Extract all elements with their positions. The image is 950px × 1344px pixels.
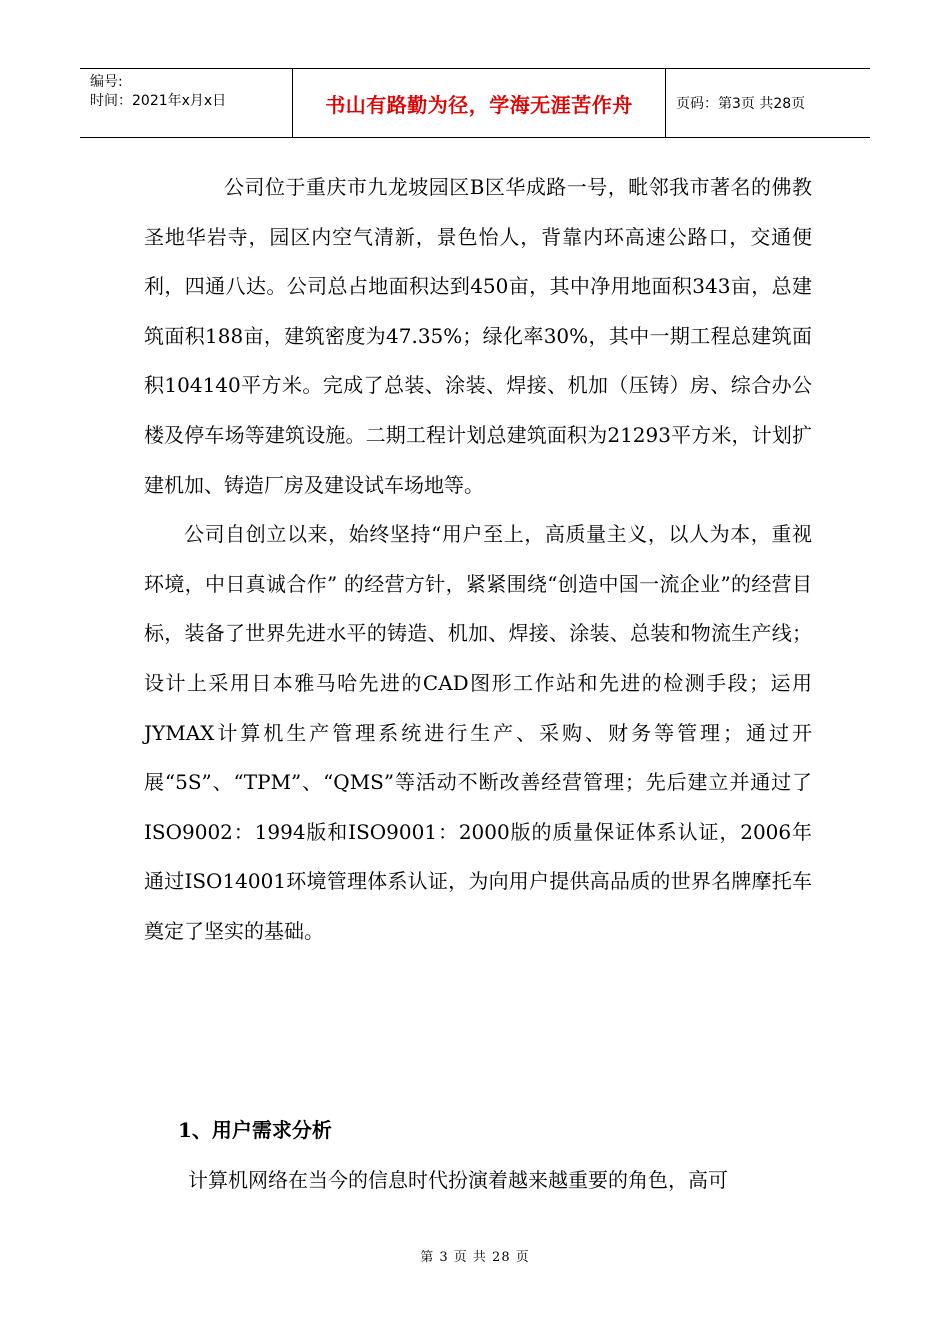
document-body — [144, 163, 812, 957]
paragraph-company-location: 公司位于重庆市九龙坡园区B区华成路一号，毗邻我市著名的佛教圣地华岩寺，园区内空气清新，景色怡人，背靠内环高速公路口，交通便利，四通八达。公司总占地面积达到450亩，其中净用地面积343亩，总建筑面积188亩，建筑密度为47.35%；绿化率30%，其中一期工程总建筑面积104140平方米。完成了总装、涂装、焊接、机加（压铸）房、综合办公楼及停车场等建筑设施。二期工程计划总建筑面积为21293平方米，计划扩建机加、铸造厂房及建设试车场地等。 — [144, 175, 812, 497]
number-label: 编号: — [90, 74, 123, 90]
paragraph-company-policy: 公司自创立以来，始终坚持“用户至上，高质量主义，以人为本，重视环境，中日真诚合作” 的经营方针，紧紧围绕“创造中国一流企业”的经营目标，装备了世界先进水平的铸造、机加、焊接、涂装、总装和物流生产线；设计上采用日本雅马哈先进的CAD图形工作站和先进的检测手段；运用JYMAX计算机生产管理系统进行生产、采购、财务等管理；通过开展“5S”、“TPM”、“QMS”等活动不断改善经营管理；先后建立并通过了ISO9002：1994版和ISO9001：2000版的质量保证体系认证，2006年通过ISO14001环境管理体系认证，为向用户提供高品质的世界名牌摩托车奠定了坚实的基础。 — [144, 522, 812, 943]
paragraph-network-intro: 计算机网络在当今的信息时代扮演着越来越重要的角色，高可 — [188, 1168, 728, 1192]
header-meta — [80, 69, 293, 137]
header-motto: 书山有路勤为径，学海无涯苦作舟 — [293, 69, 666, 137]
time-label: 时间：2021年x月x日 — [90, 93, 227, 109]
header-page-info: 页码：第3页 共28页 — [676, 96, 806, 112]
section-heading: 1、用户需求分析 — [178, 1118, 332, 1142]
page-footer: 第 3 页 共 28 页 — [420, 1250, 530, 1265]
page-header — [80, 68, 870, 138]
